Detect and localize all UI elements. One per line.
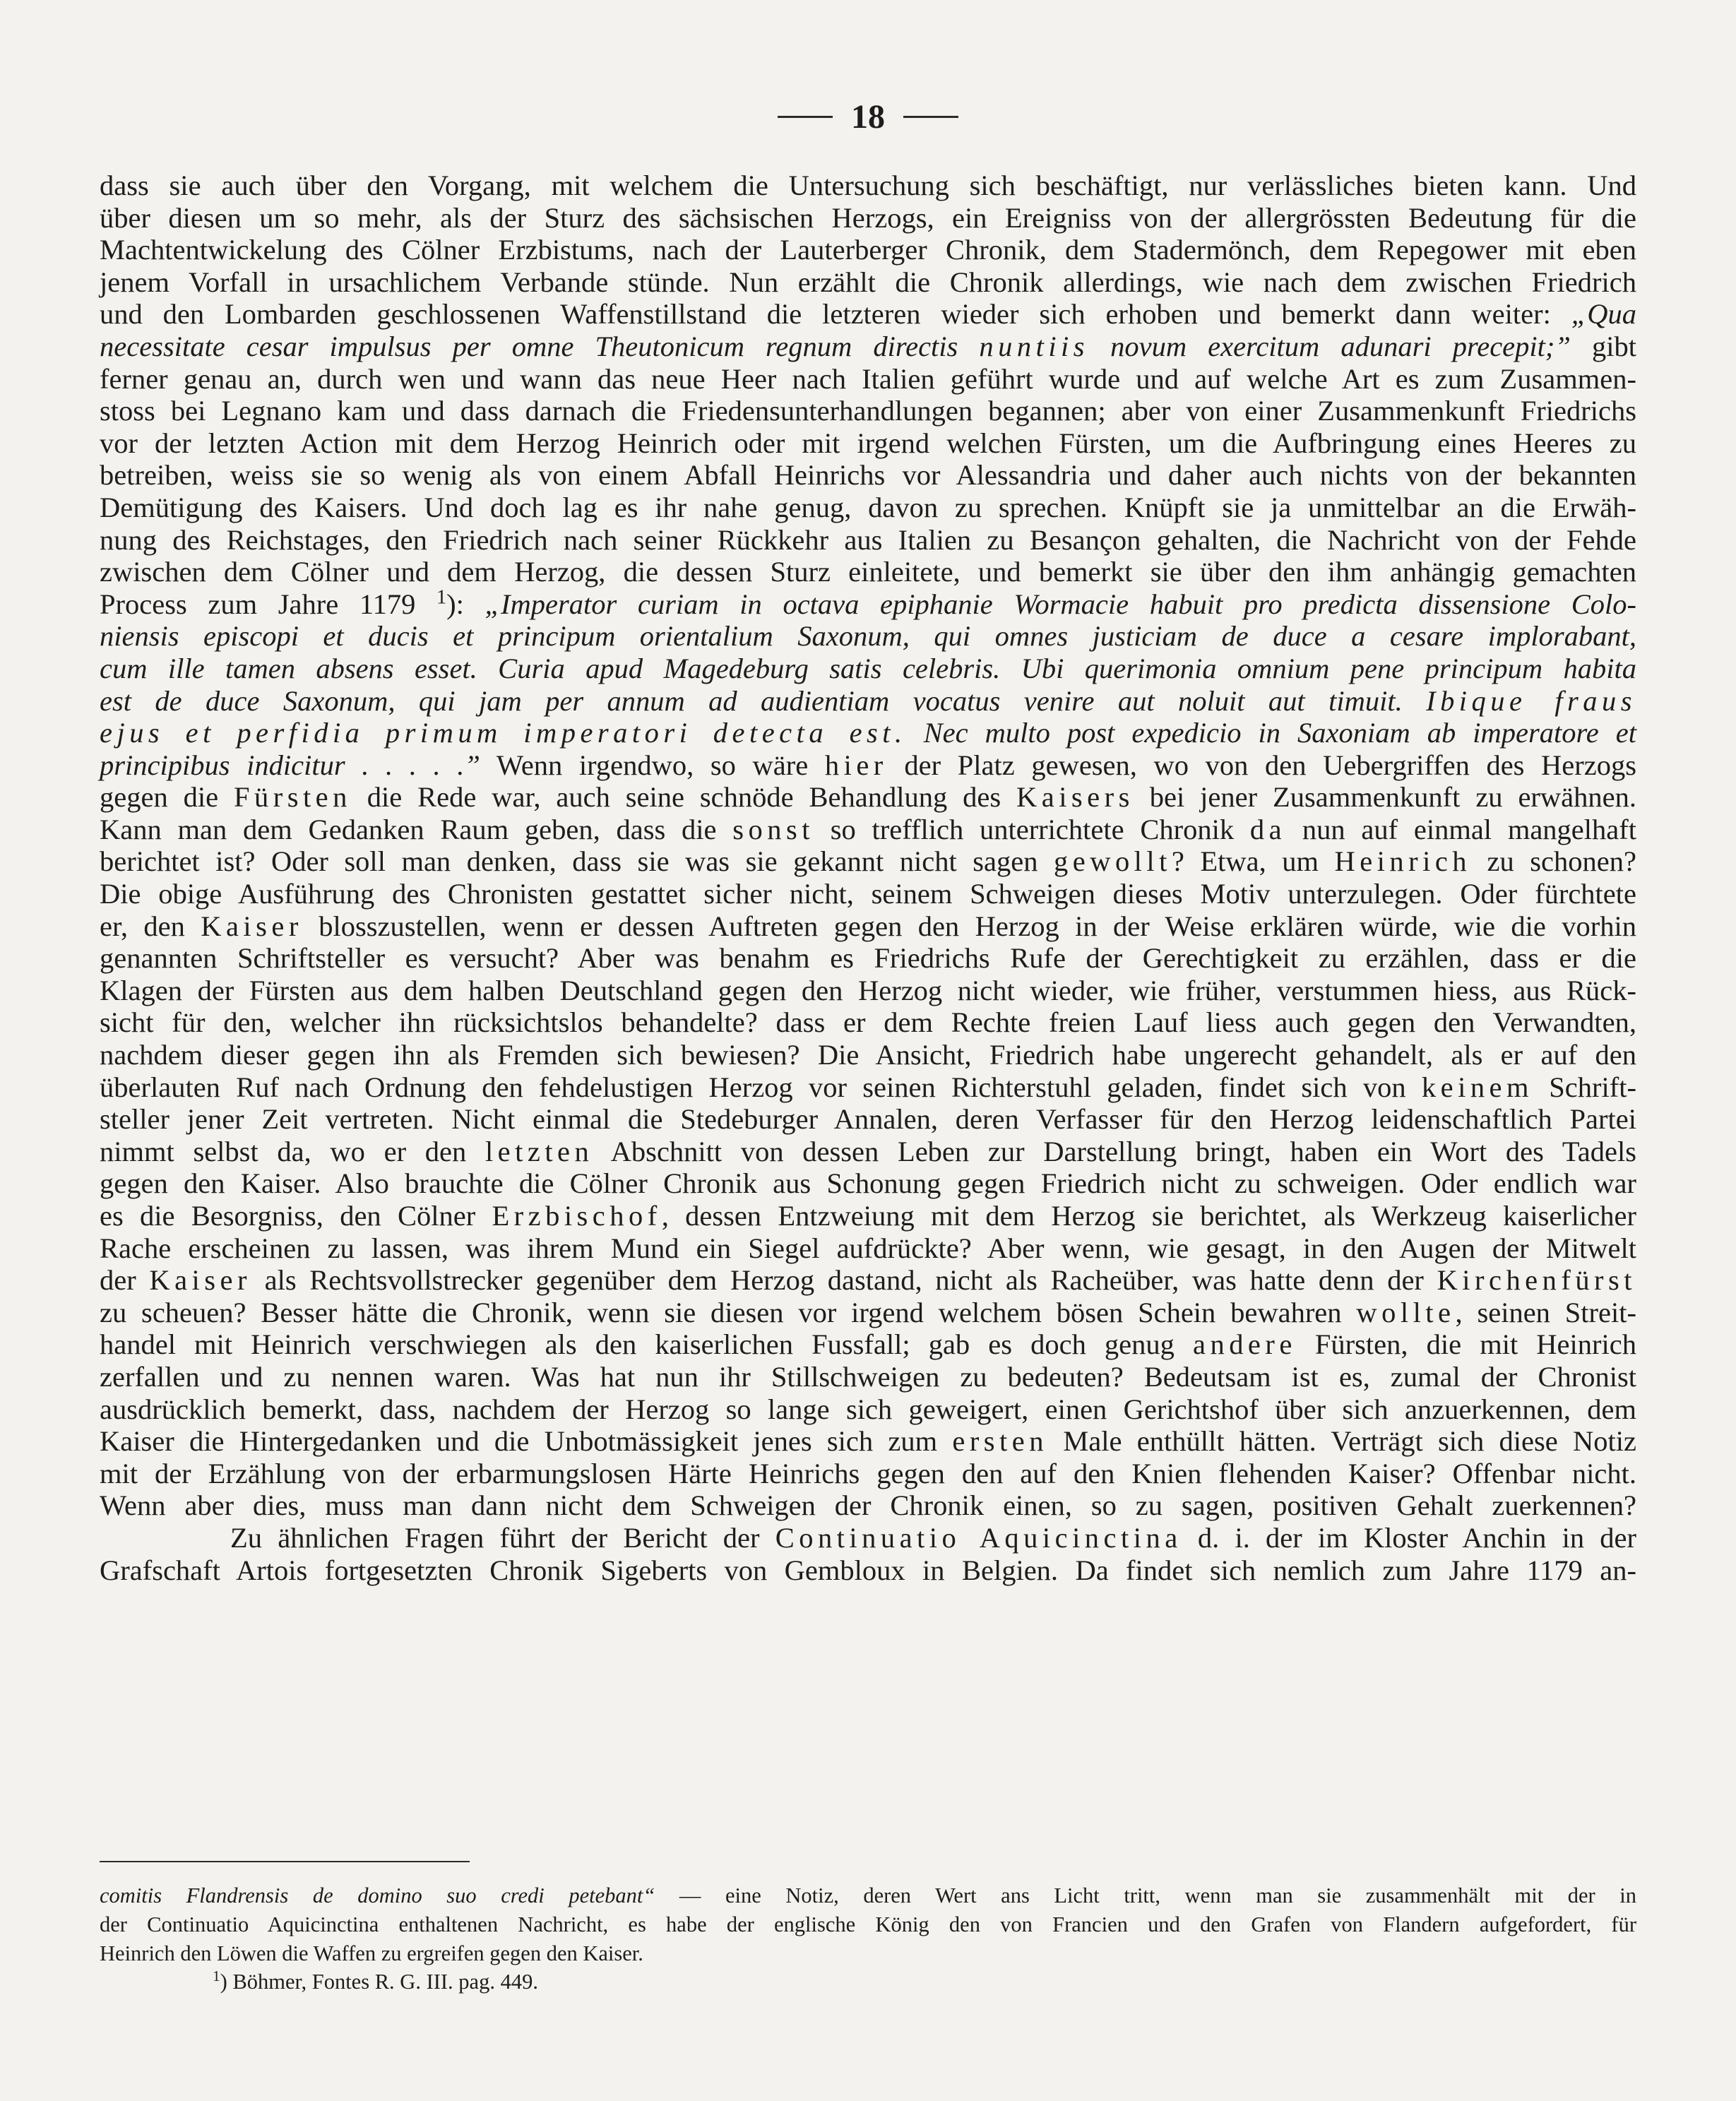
footnote-line: [100, 1939, 1636, 1968]
text-segment: cum ille tamen absens esset. Curia apud Magedeburg satis celebris. Ubi querimonia omnium pene principum habita: [100, 652, 1636, 684]
text-segment: genannten Schriftsteller es versucht? Aber was benahm es Friedrichs Rufe der Gerechtigkeit zu erzählen, dass er die: [100, 942, 1636, 975]
footnote-line: [100, 1881, 1636, 1910]
text-segment: Klagen der Fürsten aus dem halben Deutschland gegen den Herzog nicht wieder, wie früher, verstummen hiess, aus Rück-: [100, 974, 1636, 1006]
text-line: [100, 1425, 1636, 1458]
text-line: [100, 395, 1636, 427]
header-dash-left: [778, 116, 833, 118]
text-line: [100, 556, 1636, 588]
text-segment: Ibique fraus: [1426, 684, 1637, 717]
text-segment: Kann man dem Gedanken Raum geben, dass die: [100, 813, 733, 845]
page-header: [0, 97, 1736, 136]
text-line: [100, 331, 1636, 363]
footnote-line: [100, 1968, 1636, 1996]
text-line: [100, 1264, 1636, 1297]
text-line: [100, 1554, 1636, 1587]
text-segment: hier: [824, 749, 888, 781]
footnote-line: [100, 1910, 1636, 1939]
text-segment: Heinrich: [1334, 845, 1472, 878]
text-line: [100, 1136, 1636, 1168]
text-segment: da: [1249, 813, 1287, 845]
text-segment: sonst: [732, 813, 814, 845]
text-segment: , seinen Streit-: [1455, 1296, 1636, 1328]
text-line: [100, 234, 1636, 266]
text-line: [100, 1200, 1636, 1232]
text-segment: Fürsten: [234, 781, 352, 814]
text-line: [100, 1361, 1636, 1393]
text-segment: berichtet ist? Oder soll man denken, dass sie was sie gekannt nicht sagen: [100, 845, 1054, 878]
text-line: [100, 169, 1636, 202]
text-segment: ferner genau an, durch wen und wann das neue Heer nach Italien geführt wurde und auf welche Art es zum Zusammen-: [100, 362, 1636, 395]
text-line: [100, 910, 1636, 943]
text-line: [100, 845, 1636, 878]
text-segment: gewollt: [1054, 845, 1172, 878]
text-segment: est de duce Saxonum, qui jam per annum ad audientiam vocatus venire aut noluit aut timuit.: [100, 684, 1427, 717]
text-line: [100, 749, 1636, 782]
text-segment: er, den: [100, 910, 201, 942]
text-line: [100, 588, 1636, 621]
text-segment: Kaiser: [201, 910, 303, 942]
text-segment: zerfallen und zu nennen waren. Was hat nun ihr Stillschweigen zu bedeuten? Bedeutsam ist es, zumal der Chronist: [100, 1360, 1636, 1393]
text-segment: stoss bei Legnano kam und dass darnach die Friedensunterhandlungen begannen; aber von einer Zusammenkunft Friedrichs: [100, 395, 1636, 427]
text-segment: Kirchenfürst: [1437, 1264, 1636, 1297]
text-line: [100, 298, 1636, 331]
text-segment: blosszustellen, wenn er dessen Auftreten gegen den Herzog in der Weise erklären würde, wie die vorhin: [302, 910, 1636, 942]
text-segment: Erzbischof: [492, 1200, 662, 1232]
text-segment: , dessen Entzweiung mit dem Herzog sie berichtet, als Werkzeug kaiserlicher: [661, 1200, 1636, 1232]
text-line: [100, 202, 1636, 234]
text-segment: Rache erscheinen zu lassen, was ihrem Mund ein Siegel aufdrückte? Aber wenn, wie gesagt, in den Augen der Mitwelt: [100, 1232, 1636, 1264]
text-line: [100, 620, 1636, 653]
footnote-rule: [100, 1861, 470, 1862]
text-line: [100, 653, 1636, 685]
text-line: [100, 1006, 1636, 1039]
text-line: [100, 975, 1636, 1007]
text-segment: „Qua: [1571, 298, 1636, 331]
text-segment: der Continuatio Aquicinctina enthaltenen Nachricht, es habe der englische König den von Francien und den Grafen von Flandern aufgefordert, für: [100, 1912, 1636, 1936]
text-segment: gegen die: [100, 781, 234, 814]
text-segment: Die obige Ausführung des Chronisten gestattet sicher nicht, seinem Schweigen dieses Motiv unterzulegen. Oder fürchtete: [100, 878, 1636, 910]
text-segment: handel mit Heinrich verschwiegen als den kaiserlichen Fussfall; gab es doch genug: [100, 1328, 1194, 1361]
text-line: [100, 1489, 1636, 1522]
text-line: [100, 1297, 1636, 1329]
text-segment: ersten: [952, 1425, 1048, 1458]
text-segment: nuntiis: [979, 330, 1090, 362]
text-segment: „Imperator curiam in octava epiphanie Wormacie habuit pro predicta dissensione Colo-: [484, 588, 1637, 620]
text-segment: steller jener Zeit vertreten. Nicht einmal die Stedeburger Annalen, deren Verfasser für den Herzog leidenschaftlich Partei: [100, 1103, 1636, 1136]
text-segment: ) Böhmer, Fontes R. G. III. pag. 449.: [220, 1970, 538, 1994]
text-segment: Schrift-: [1533, 1071, 1637, 1103]
text-segment: überlauten Ruf nach Ordnung den fehdelustigen Herzog vor seinen Richterstuhl geladen, findet sich von: [100, 1071, 1422, 1103]
text-segment: vor der letzten Action mit dem Herzog Heinrich oder mit irgend welchen Fürsten, um die Aufbringung eines Heeres zu: [100, 427, 1636, 459]
text-line: [100, 1458, 1636, 1490]
text-line: [100, 1039, 1636, 1071]
text-line: [100, 1071, 1636, 1104]
text-segment: Male enthüllt hätten. Verträgt sich diese Notiz: [1047, 1425, 1636, 1458]
text-segment: niensis episcopi et ducis et principum orientalium Saxonum, qui omnes justiciam de duce a cesare implorabant,: [100, 620, 1636, 653]
text-line: [100, 427, 1636, 460]
text-segment: Demütigung des Kaisers. Und doch lag es ihr nahe genug, davon zu sprechen. Knüpft sie ja unmittelbar an die Erwäh-: [100, 491, 1636, 523]
text-line: [100, 524, 1636, 557]
text-segment: Abschnitt von dessen Leben zur Darstellung bringt, haben ein Wort des Tadels: [593, 1135, 1636, 1167]
text-line: [100, 1167, 1636, 1200]
text-segment: es die Besorgniss, den Cölner: [100, 1200, 492, 1232]
text-segment: keinem: [1421, 1071, 1533, 1103]
text-segment: Machtentwickelung des Cölner Erzbistums, nach der Lauterberger Chronik, dem Stadermönch, dem Repegower mit eben: [100, 234, 1636, 266]
text-segment: Kaisers: [1016, 781, 1134, 814]
text-segment: necessitate cesar impulsus per omne Theutonicum regnum directis: [100, 330, 980, 362]
footnote-reference: 1: [213, 1968, 220, 1985]
text-segment: gibt: [1570, 330, 1636, 362]
text-segment: gegen den Kaiser. Also brauchte die Cölner Chronik aus Schonung gegen Friedrich nicht zu schweigen. Oder endlich war: [100, 1167, 1636, 1200]
text-segment: sicht für den, welcher ihn rücksichtslos behandelte? dass er dem Rechte freien Lauf liess auch gegen den Verwandten,: [100, 1006, 1636, 1039]
page-number: 18: [851, 98, 885, 136]
text-segment: nun auf einmal mangelhaft: [1286, 813, 1636, 845]
text-segment: novum exercitum adunari precepit;”: [1089, 330, 1571, 362]
text-segment: — eine Notiz, deren Wert ans Licht tritt, wenn man sie zusammenhält mit der in: [655, 1883, 1636, 1907]
text-segment: über diesen um so mehr, als der Sturz des sächsischen Herzogs, ein Ereigniss von der allergrössten Bedeutung für die: [100, 201, 1636, 234]
footnote-reference: 1: [436, 586, 447, 609]
text-line: [100, 492, 1636, 524]
text-line: [100, 1328, 1636, 1361]
text-segment: und den Lombarden geschlossenen Waffenstillstand die letzteren wieder sich erhoben und bemerkt dann weiter:: [100, 298, 1571, 331]
body-text: [100, 169, 1636, 1586]
text-line: [100, 781, 1636, 814]
text-segment: mit der Erzählung von der erbarmungslosen Härte Heinrichs gegen den auf den Knien flehenden Kaiser? Offenbar nicht.: [100, 1457, 1636, 1489]
header-dash-right: [903, 116, 958, 118]
text-line: [100, 717, 1636, 749]
text-segment: jenem Vorfall in ursachlichem Verbande stünde. Nun erzählt die Chronik allerdings, wie nach dem zwischen Friedrich: [100, 266, 1636, 298]
text-segment: als Rechtsvollstrecker gegenüber dem Herzog dastand, nicht als Racheüber, was hatte denn der: [251, 1264, 1437, 1297]
text-segment: Process zum Jahre 1179: [100, 588, 436, 620]
text-segment: ausdrücklich bemerkt, dass, nachdem der Herzog so lange sich geweigert, einen Gerichtshof über sich anzuerkennen, dem: [100, 1393, 1636, 1425]
text-segment: zu scheuen? Besser hätte die Chronik, wenn sie diesen vor irgend welchem bösen Schein bewahren: [100, 1296, 1357, 1328]
text-segment: principibus indicitur . . . . .”: [100, 749, 480, 781]
text-segment: ? Etwa, um: [1171, 845, 1335, 878]
text-line: [100, 1393, 1636, 1426]
text-segment: Grafschaft Artois fortgesetzten Chronik Sigeberts von Gembloux in Belgien. Da findet sich nemlich zum Jahre 1179 an-: [100, 1554, 1636, 1586]
text-segment: Fürsten, die mit Heinrich: [1296, 1328, 1636, 1361]
text-segment: ejus et perfidia primum imperatori detecta est.: [100, 717, 907, 749]
text-segment: Heinrich den Löwen die Waffen zu ergreifen gegen den Kaiser.: [100, 1941, 643, 1965]
text-segment: nung des Reichstages, den Friedrich nach seiner Rückkehr aus Italien zu Besançon gehalten, die Nachricht von der Fehde: [100, 523, 1636, 556]
text-segment: d. i. der im Kloster Anchin in der: [1182, 1521, 1636, 1554]
text-segment: der: [100, 1264, 150, 1297]
text-segment: dass sie auch über den Vorgang, mit welchem die Untersuchung sich beschäftigt, nur verlässliches bieten kann. Und: [100, 169, 1636, 201]
text-segment: Kaiser: [149, 1264, 251, 1297]
text-segment: zu schonen?: [1471, 845, 1636, 878]
text-segment: Kaiser die Hintergedanken und die Unbotmässigkeit jenes sich zum: [100, 1425, 953, 1458]
text-segment: der Platz gewesen, wo von den Uebergriffen des Herzogs: [887, 749, 1637, 781]
text-line: [100, 459, 1636, 492]
text-line: [100, 878, 1636, 910]
text-segment: bei jener Zusammenkunft zu erwähnen.: [1134, 781, 1636, 814]
text-line: [100, 266, 1636, 299]
text-line: [100, 814, 1636, 846]
text-segment: nimmt selbst da, wo er den: [100, 1135, 485, 1167]
text-line: [100, 1522, 1636, 1554]
text-segment: die Rede war, auch seine schnöde Behandlung des: [351, 781, 1017, 814]
text-segment: andere: [1193, 1328, 1297, 1361]
text-segment: Wenn aber dies, muss man dann nicht dem Schweigen der Chronik einen, so zu sagen, positiven Gehalt zuerkennen?: [100, 1489, 1636, 1522]
text-line: [100, 363, 1636, 395]
text-segment: betreiben, weiss sie so wenig als von einem Abfall Heinrichs vor Alessandria und daher auch nichts von der bekannten: [100, 459, 1636, 492]
text-line: [100, 942, 1636, 975]
text-segment: wollte: [1356, 1296, 1456, 1328]
text-segment: Wenn irgendwo, so wäre: [480, 749, 825, 781]
text-line: [100, 685, 1636, 718]
text-segment: Continuatio Aquicinctina: [775, 1521, 1182, 1554]
text-segment: letzten: [484, 1135, 594, 1167]
text-segment: zwischen dem Cölner und dem Herzog, die dessen Sturz einleitete, und bemerkt sie über den ihm anhängig gemachten: [100, 556, 1636, 588]
text-segment: Zu ähnlichen Fragen führt der Bericht der: [230, 1521, 775, 1554]
text-segment: ):: [446, 588, 485, 620]
text-line: [100, 1232, 1636, 1265]
text-segment: so trefflich unterrichtete Chronik: [814, 813, 1250, 845]
footnotes: [100, 1881, 1636, 1996]
text-segment: comitis Flandrensis de domino suo credi petebant“: [100, 1883, 655, 1907]
text-segment: Nec multo post expedicio in Saxoniam ab imperatore et: [906, 717, 1636, 749]
text-line: [100, 1103, 1636, 1136]
text-segment: nachdem dieser gegen ihn als Fremden sich bewiesen? Die Ansicht, Friedrich habe ungerecht gehandelt, als er auf den: [100, 1039, 1636, 1071]
